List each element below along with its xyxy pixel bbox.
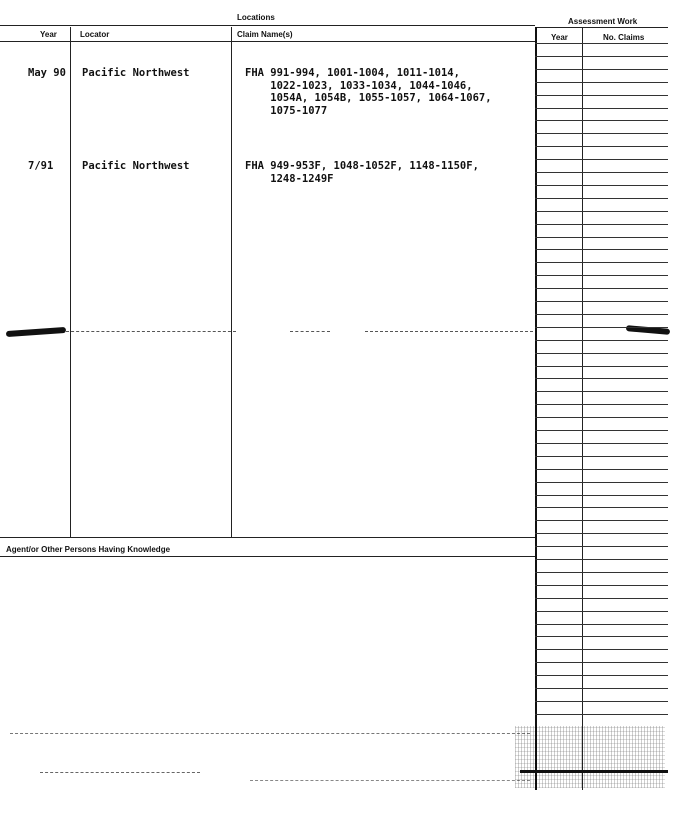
claim-names-column-header: Claim Name(s) — [237, 30, 293, 39]
assessment-row-rule — [535, 417, 668, 418]
assessment-row-rule — [535, 611, 668, 612]
bottom-right-scan-noise — [515, 726, 665, 788]
assessment-row-rule — [535, 82, 668, 83]
assessment-row-rule — [535, 546, 668, 547]
assessment-row-rule — [535, 366, 668, 367]
assessment-row-rule — [535, 172, 668, 173]
row-1-locator: Pacific Northwest — [82, 67, 190, 79]
assessment-row-rule — [535, 482, 668, 483]
top-rule-right — [537, 27, 668, 28]
aw-no-claims-column-header: No. Claims — [603, 33, 645, 42]
assessment-row-rule — [535, 662, 668, 663]
assessment-row-rule — [535, 353, 668, 354]
bottom-noise-line-2 — [40, 772, 200, 774]
agent-section-label: Agent/or Other Persons Having Knowledge — [6, 545, 171, 554]
assessment-row-rule — [535, 649, 668, 650]
year-column-header: Year — [40, 30, 57, 39]
assessment-row-rule — [535, 108, 668, 109]
assessment-row-rule — [535, 456, 668, 457]
row-1-claims: FHA 991-994, 1001-1004, 1011-1014, 1022-1023, 1033-1034, 1044-1046, 1054A, 1054B, 1055-1057, 1064-1067, 1075-1077 — [245, 67, 492, 117]
assessment-row-rule — [535, 288, 668, 289]
assessment-row-rule — [535, 378, 668, 379]
assessment-row-rule — [535, 159, 668, 160]
assessment-row-rule — [535, 495, 668, 496]
assessment-row-rule — [535, 430, 668, 431]
assessment-row-rule — [535, 198, 668, 199]
bottom-thick-rule — [520, 770, 668, 773]
assessment-row-rule — [535, 185, 668, 186]
assessment-row-rule — [535, 133, 668, 134]
fold-line-1 — [66, 331, 236, 333]
assessment-row-rule — [535, 327, 668, 328]
top-rule-left — [0, 25, 535, 26]
fold-line-2 — [290, 331, 330, 333]
assessment-row-rule — [535, 314, 668, 315]
assessment-row-rule — [535, 391, 668, 392]
assessment-row-rule — [535, 572, 668, 573]
assessment-row-rule — [535, 469, 668, 470]
assessment-row-rule — [535, 146, 668, 147]
bottom-noise-line-1 — [10, 733, 530, 735]
assessment-row-rule — [535, 520, 668, 521]
assessment-row-rule — [535, 598, 668, 599]
assessment-row-rule — [535, 585, 668, 586]
assessment-row-rule — [535, 443, 668, 444]
assessment-row-rule — [535, 624, 668, 625]
assessment-row-rule — [535, 559, 668, 560]
assessment-row-rule — [535, 340, 668, 341]
row-1-year: May 90 — [28, 67, 66, 79]
assessment-row-rule — [535, 237, 668, 238]
assessment-row-rule — [535, 714, 668, 715]
year-locator-divider — [70, 27, 71, 537]
agent-section-rule — [0, 556, 535, 557]
assessment-row-rule — [535, 43, 668, 44]
assessment-row-rule — [535, 404, 668, 405]
assessment-row-rule — [535, 688, 668, 689]
header-rule — [0, 41, 535, 42]
assessment-row-rule — [535, 69, 668, 70]
assessment-row-rule — [535, 636, 668, 637]
aw-year-column-header: Year — [551, 33, 568, 42]
assessment-row-rule — [535, 249, 668, 250]
scan-smear-left — [6, 327, 66, 337]
assessment-row-rule — [535, 507, 668, 508]
fold-line-3 — [365, 331, 533, 333]
row-2-claims: FHA 949-953F, 1048-1052F, 1148-1150F, 1248-1249F — [245, 160, 479, 185]
assessment-row-rule — [535, 224, 668, 225]
assessment-row-rule — [535, 56, 668, 57]
row-2-year: 7/91 — [28, 160, 54, 172]
row-2-locator: Pacific Northwest — [82, 160, 190, 172]
assessment-row-rule — [535, 211, 668, 212]
assessment-row-rule — [535, 675, 668, 676]
locations-header: Locations — [237, 13, 275, 22]
locator-claims-divider — [231, 27, 232, 537]
assessment-row-rule — [535, 262, 668, 263]
locator-column-header: Locator — [80, 30, 110, 39]
assessment-row-rule — [535, 120, 668, 121]
assessment-row-rule — [535, 701, 668, 702]
agent-section-top-rule — [0, 537, 535, 538]
assessment-row-rule — [535, 301, 668, 302]
bottom-noise-line-3 — [250, 780, 530, 782]
assessment-row-rule — [535, 533, 668, 534]
assessment-work-header: Assessment Work — [568, 17, 638, 26]
assessment-row-rule — [535, 275, 668, 276]
assessment-row-rule — [535, 95, 668, 96]
